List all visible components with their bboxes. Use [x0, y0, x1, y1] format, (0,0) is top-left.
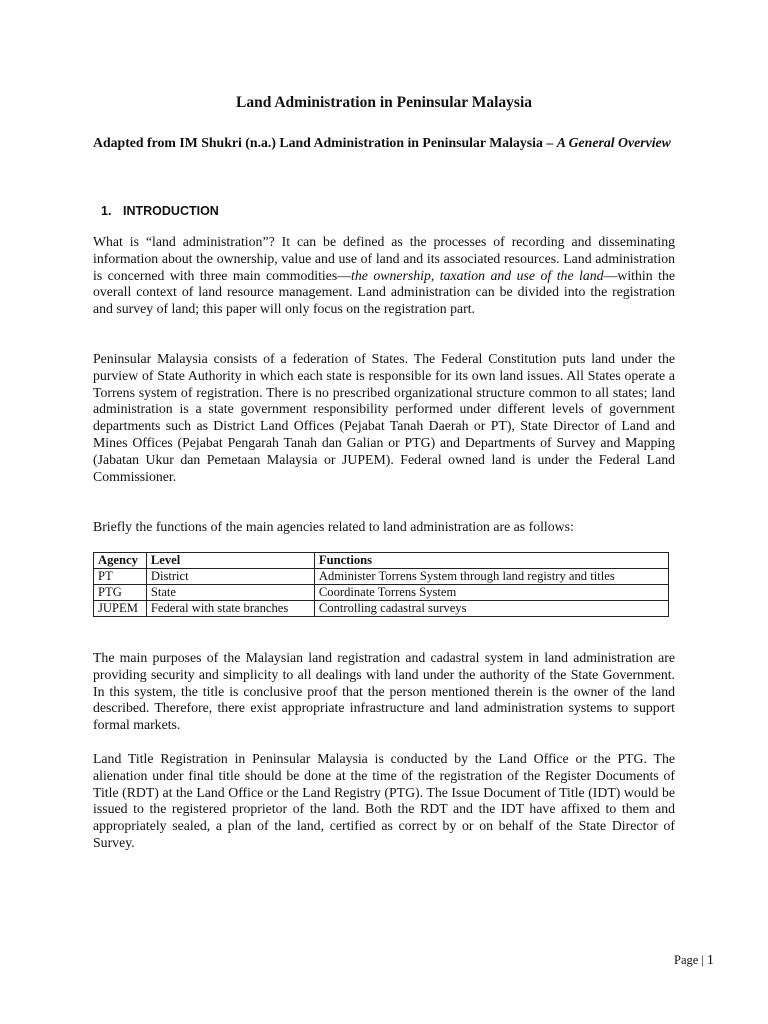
table-cell-level: Federal with state branches: [146, 601, 314, 617]
paragraph-definition: [93, 234, 675, 318]
table-row: [94, 601, 669, 617]
table-row: [94, 585, 669, 601]
section-heading: [101, 203, 219, 219]
table-cell-level: District: [146, 569, 314, 585]
paragraph-federation: Peninsular Malaysia consists of a federation of States. The Federal Constitution puts land under the purview of State Authority in which each state is responsible for its own land issues. All States operate a Torrens system of registration. There is no prescribed organizational structure common to all states; land administration is a state government responsibility performed under different levels of government departments such as District Land Offices (Pejabat Tanah Daerah or PT), State Director of Land and Mines Offices (Pejabat Pengarah Tanah dan Galian or PTG) and Departments of Survey and Mapping (Jabatan Ukur dan Pemetaan Malaysia or JUPEM). Federal owned land is under the Federal Land Commissioner.: [93, 351, 675, 484]
paragraph-functions-intro: Briefly the functions of the main agencies related to land administration are as follows:: [93, 519, 574, 534]
paragraph-definition-text-b: —within the overall context of land resource management. Land administration can be divided into the registration and survey of land; this paper will only focus on the registration part.: [93, 267, 675, 317]
table-header-agency: Agency: [94, 553, 147, 569]
table-cell-agency: JUPEM: [94, 601, 147, 617]
source-attribution-italic: A General Overview: [556, 135, 671, 150]
page-separator: |: [701, 953, 704, 967]
table-header-functions: Functions: [314, 553, 668, 569]
document-title: Land Administration in Peninsular Malaysia: [236, 94, 532, 111]
source-attribution: [93, 134, 675, 151]
table-row: [94, 569, 669, 585]
page-footer: [674, 952, 714, 969]
agencies-table: [93, 552, 669, 617]
table-header-level: Level: [146, 553, 314, 569]
paragraph-definition-text-a: What is “land administration”? It can be defined as the processes of recording and disseminating information about the ownership, value and use of land and its associated resources. Land administration is concerned with three main commodities—: [93, 234, 675, 283]
table-cell-functions: Administer Torrens System through land registry and titles: [314, 569, 668, 585]
table-cell-agency: PTG: [94, 585, 147, 601]
section-label: INTRODUCTION: [123, 204, 219, 218]
source-attribution-text: Adapted from IM Shukri (n.a.) Land Administration in Peninsular Malaysia –: [93, 135, 557, 150]
table-header-row: [94, 553, 669, 569]
table-cell-agency: PT: [94, 569, 147, 585]
table-cell-functions: Coordinate Torrens System: [314, 585, 668, 601]
table-cell-level: State: [146, 585, 314, 601]
paragraph-definition-italic: the ownership, taxation and use of the land: [351, 267, 604, 283]
paragraph-purposes: The main purposes of the Malaysian land registration and cadastral system in land administration are providing security and simplicity to all dealings with land under the authority of the State Government. In this system, the title is conclusive proof that the person mentioned therein is the owner of the land described. Therefore, there exist appropriate infrastructure and land administration systems to support formal markets.: [93, 650, 675, 733]
section-number: 1.: [101, 204, 112, 218]
paragraph-title-registration: Land Title Registration in Peninsular Malaysia is conducted by the Land Office or the PTG. The alienation under final title should be done at the time of the registration of the Register Documents of Title (RDT) at the Land Office or the Land Registry (PTG). The Issue Document of Title (IDT) would be issued to the registered proprietor of the land. Both the RDT and the IDT have affixed to them and appropriately sealed, a plan of the land, certified as correct by or on behalf of the State Director of Survey.: [93, 751, 675, 850]
page-label: Page: [674, 953, 699, 967]
table-cell-functions: Controlling cadastral surveys: [314, 601, 668, 617]
page-number: 1: [706, 953, 714, 968]
